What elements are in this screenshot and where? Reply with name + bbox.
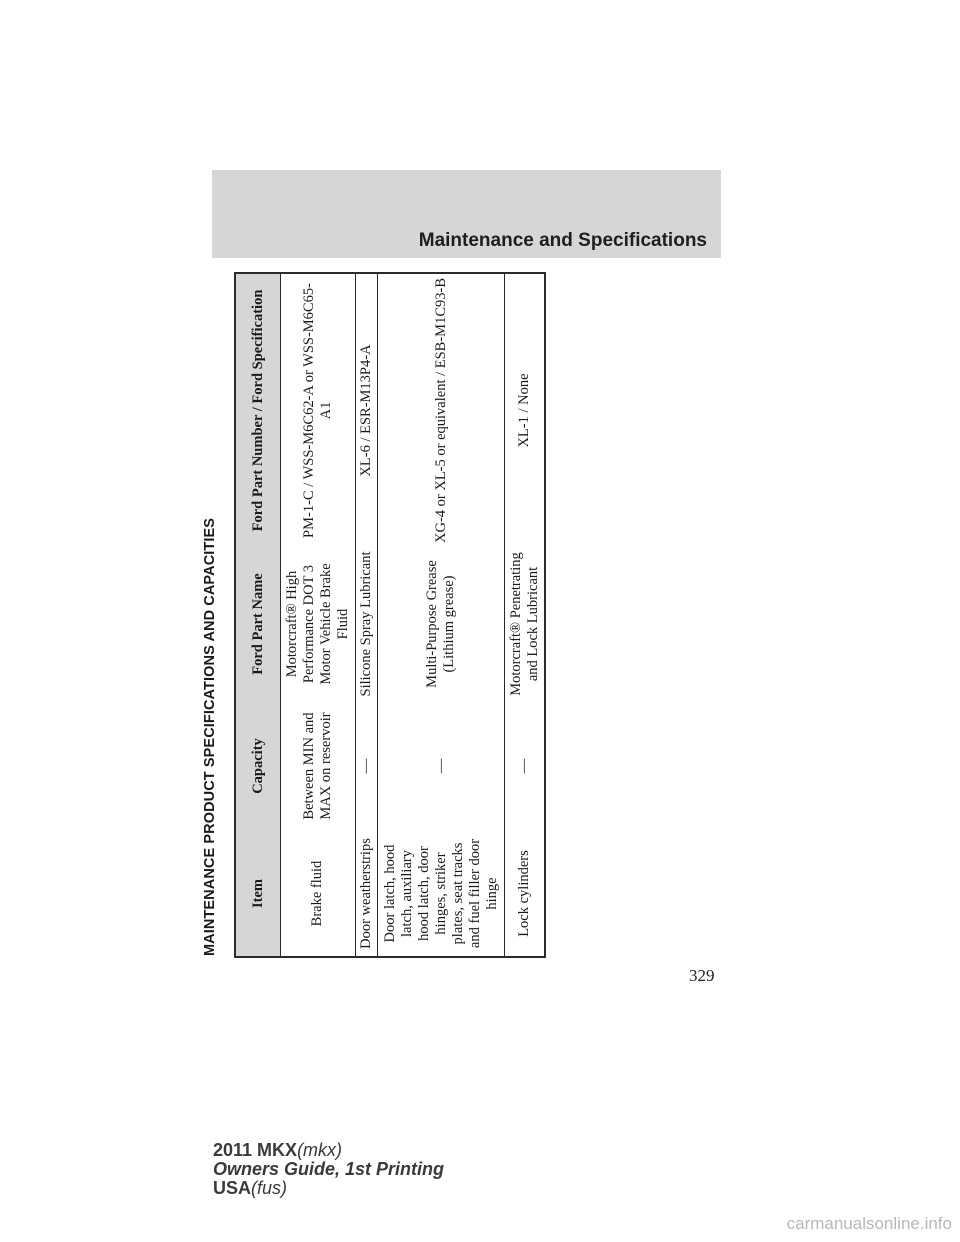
section-title: Maintenance and Specifications [418, 230, 707, 251]
table-header-row [235, 273, 281, 957]
cell-capacity: — [378, 701, 505, 831]
cell-part-name: Motorcraft® High Performance DOT 3 Motor Vehicle Brake Fluid [281, 547, 356, 701]
footer-line-market [213, 1179, 444, 1198]
rotated-spec-block [186, 272, 546, 960]
cell-part-number: XL-1 / None [505, 273, 545, 547]
page-number: 329 [689, 966, 715, 985]
section-header-band [212, 170, 721, 258]
cell-part-number: XG-4 or XL-5 or equivalent / ESB-M1C93-B [378, 273, 505, 547]
cell-part-number: XL-6 / ESR-M13P4-A [355, 273, 378, 547]
cell-capacity: — [505, 701, 545, 831]
cell-capacity: — [355, 701, 378, 831]
cell-item: Lock cylinders [505, 831, 545, 957]
cell-item: Door weatherstrips [355, 831, 378, 957]
footer-edition: Owners Guide, 1st Printing [213, 1159, 445, 1179]
watermark: carmanualsonline.info [786, 1214, 952, 1233]
table-row [281, 273, 356, 957]
footer-market: USA [213, 1178, 252, 1198]
cell-capacity: Between MIN and MAX on reservoir [281, 701, 356, 831]
table-row [378, 273, 505, 957]
col-header-item: Item [235, 831, 281, 957]
footer-line-model [213, 1141, 444, 1160]
footer-model: 2011 MKX [213, 1140, 298, 1160]
print-footer [213, 1141, 444, 1198]
table-row [505, 273, 545, 957]
col-header-capacity: Capacity [235, 701, 281, 831]
spec-table-title: MAINTENANCE PRODUCT SPECIFICATIONS AND CAPACITIES [202, 517, 218, 956]
col-header-part-name: Ford Part Name [235, 547, 281, 701]
cell-item: Door latch, hood latch, auxiliary hood latch, door hinges, striker plates, seat tracks and fuel filler door hinge [378, 831, 505, 957]
footer-market-code: (fus) [251, 1178, 288, 1198]
cell-part-name: Motorcraft® Penetrating and Lock Lubricant [505, 547, 545, 701]
col-header-part-number: Ford Part Number / Ford Specification [235, 273, 281, 547]
cell-item: Brake fluid [281, 831, 356, 957]
footer-model-code: (mkx) [297, 1140, 343, 1160]
table-row [355, 273, 378, 957]
cell-part-name: Multi-Purpose Grease (Lithium grease) [378, 547, 505, 701]
cell-part-name: Silicone Spray Lubricant [355, 547, 378, 701]
cell-part-number: PM-1-C / WSS-M6C62-A or WSS-M6C65-A1 [281, 273, 356, 547]
spec-table [234, 272, 546, 958]
